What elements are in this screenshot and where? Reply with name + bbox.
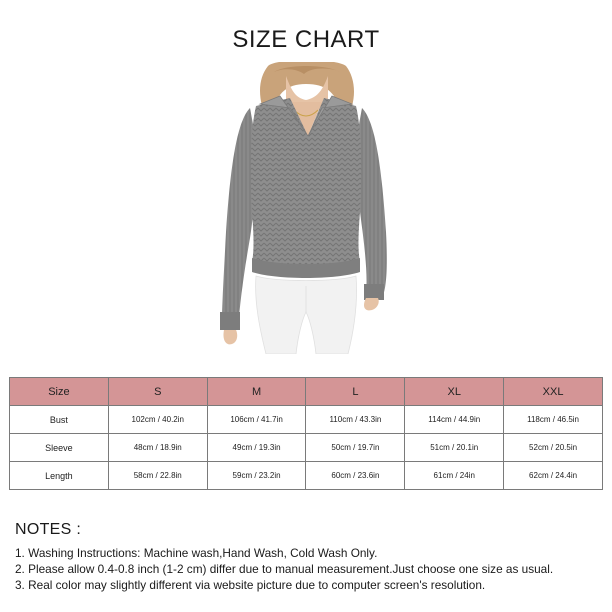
- table-header-row: [10, 378, 603, 406]
- model-photo: [216, 62, 396, 354]
- table-cell: 59cm / 23.2in: [207, 462, 306, 490]
- header-cell-s: S: [108, 378, 207, 406]
- table-cell: 50cm / 19.7in: [306, 434, 405, 462]
- table-row-length: [10, 462, 603, 490]
- table-cell: 51cm / 20.1in: [405, 434, 504, 462]
- header-cell-size: Size: [10, 378, 109, 406]
- table-row-bust: [10, 406, 603, 434]
- table-cell: 61cm / 24in: [405, 462, 504, 490]
- header-cell-xxl: XXL: [504, 378, 603, 406]
- header-cell-xl: XL: [405, 378, 504, 406]
- row-label-sleeve: Sleeve: [10, 434, 109, 462]
- table-row-sleeve: [10, 434, 603, 462]
- header-cell-m: M: [207, 378, 306, 406]
- row-label-length: Length: [10, 462, 109, 490]
- table-cell: 58cm / 22.8in: [108, 462, 207, 490]
- note-item: 3. Real color may slightly different via website picture due to computer screen's resolution.: [15, 578, 486, 592]
- table-cell: 118cm / 46.5in: [504, 406, 603, 434]
- notes-title: NOTES :: [15, 521, 82, 538]
- table-cell: 114cm / 44.9in: [405, 406, 504, 434]
- size-table: [9, 377, 603, 490]
- page-title: SIZE CHART: [232, 26, 380, 53]
- table-cell: 48cm / 18.9in: [108, 434, 207, 462]
- table-cell: 60cm / 23.6in: [306, 462, 405, 490]
- table-cell: 49cm / 19.3in: [207, 434, 306, 462]
- note-item: 2. Please allow 0.4-0.8 inch (1-2 cm) differ due to manual measurement.Just choose one size as usual.: [15, 562, 554, 576]
- note-item: 1. Washing Instructions: Machine wash,Hand Wash, Cold Wash Only.: [15, 546, 378, 560]
- notes-section: [15, 521, 605, 593]
- table-cell: 52cm / 20.5in: [504, 434, 603, 462]
- header-cell-l: L: [306, 378, 405, 406]
- table-cell: 62cm / 24.4in: [504, 462, 603, 490]
- table-cell: 106cm / 41.7in: [207, 406, 306, 434]
- table-cell: 102cm / 40.2in: [108, 406, 207, 434]
- table-cell: 110cm / 43.3in: [306, 406, 405, 434]
- row-label-bust: Bust: [10, 406, 109, 434]
